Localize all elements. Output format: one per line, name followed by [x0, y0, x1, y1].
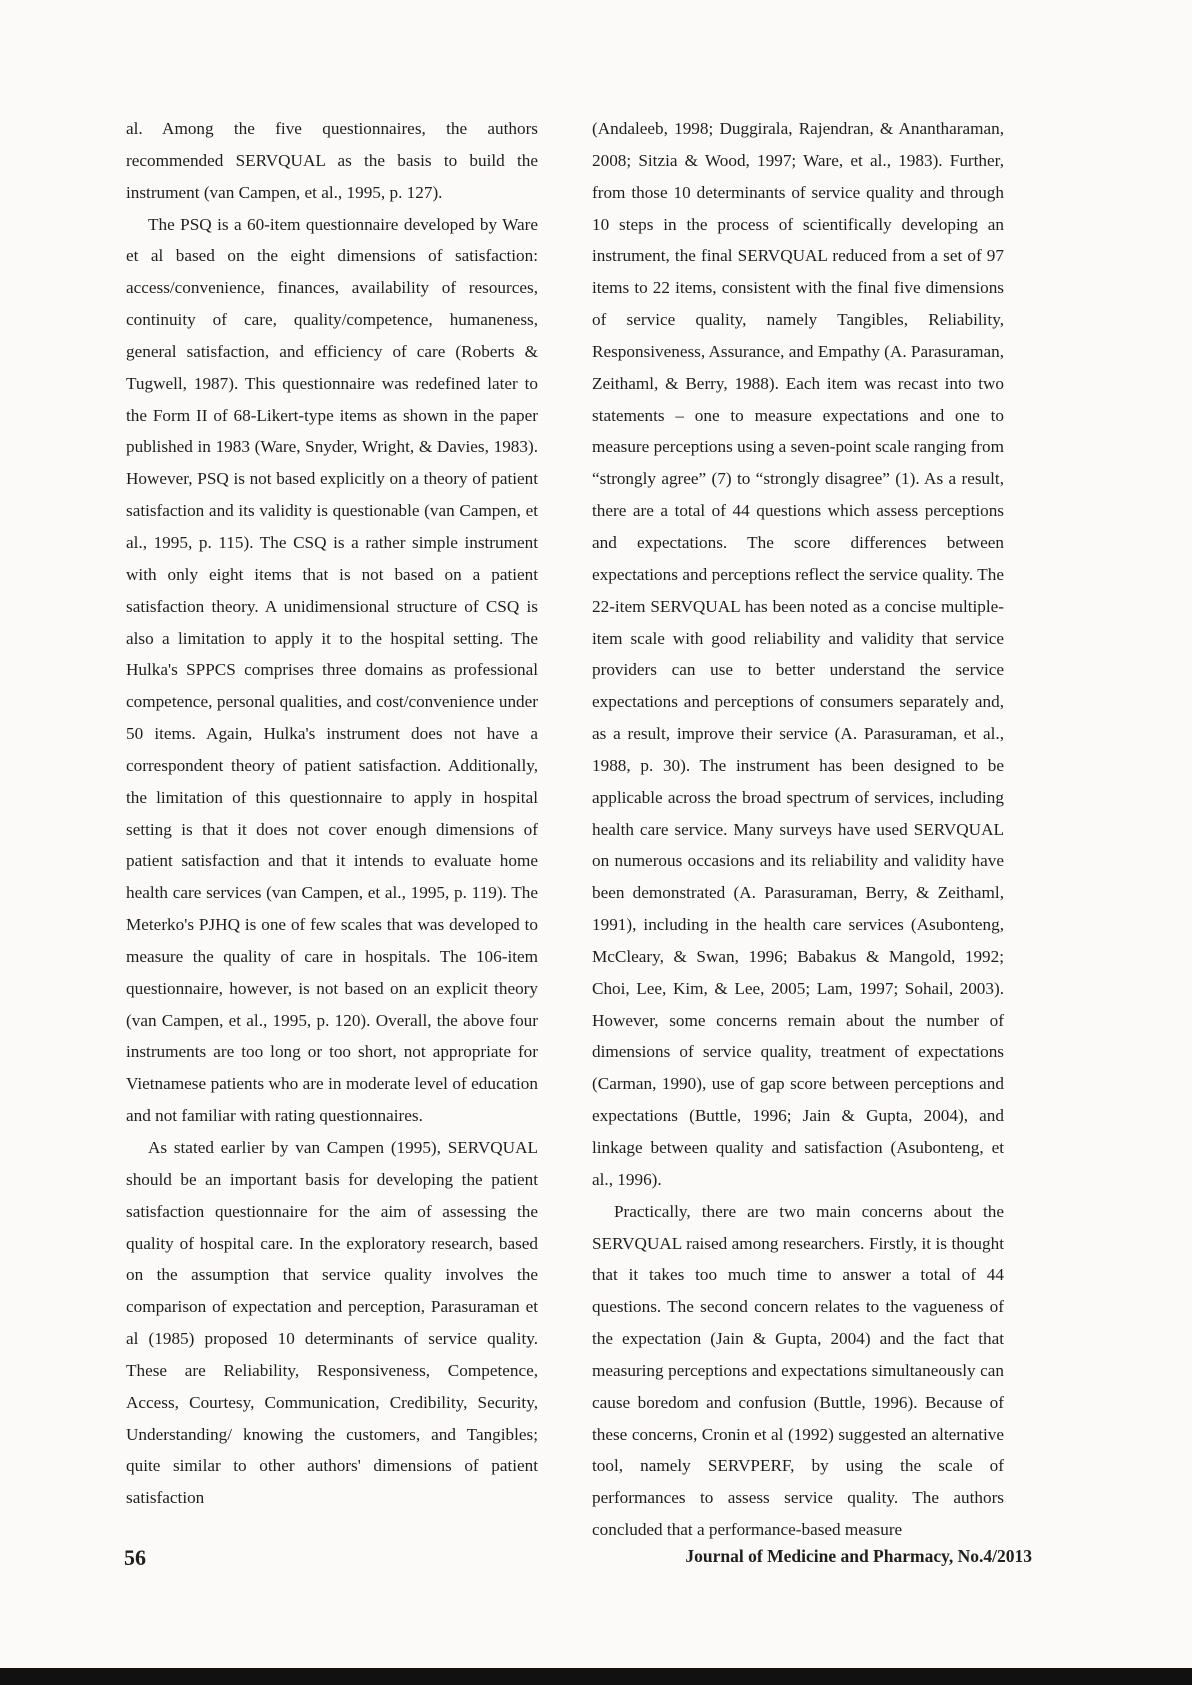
left-paragraph-2: The PSQ is a 60-item questionnaire developed by Ware et al based on the eight dimensions of satisfaction: access/convenience, finances, availability of resources, continuity of care, quality/competence, humaneness, general satisfaction, and efficiency of care (Roberts & Tugwell, 1987). This questionnaire was redefined later to the Form II of 68-Likert-type items as shown in the paper published in 1983 (Ware, Snyder, Wright, & Davies, 1983). However, PSQ is not based explicitly on a theory of patient satisfaction and its validity is questionable (van Campen, et al., 1995, p. 115). The CSQ is a rather simple instrument with only eight items that is not based on a patient satisfaction theory. A unidimensional structure of CSQ is also a limitation to apply it to the hospital setting. The Hulka's SPPCS comprises three domains as professional competence, personal qualities, and cost/convenience under 50 items. Again, Hulka's instrument does not have a correspondent theory of patient satisfaction. Additionally, the limitation of this questionnaire to apply in hospital setting is that it does not cover enough dimensions of patient satisfaction and that it intends to evaluate home health care services (van Campen, et al., 1995, p. 119). The Meterko's PJHQ is one of few scales that was developed to measure the quality of care in hospitals. The 106-item questionnaire, however, is not based on an explicit theory (van Campen, et al., 1995, p. 120). Overall, the above four instruments are too long or too short, not appropriate for Vietnamese patients who are in moderate level of education and not familiar with rating questionnaires.	[126, 214, 538, 1126]
page-number: 56	[124, 1545, 146, 1570]
left-paragraph-3: As stated earlier by van Campen (1995), SERVQUAL should be an important basis for developing the patient satisfaction questionnaire for the aim of assessing the quality of hospital care. In the exploratory research, based on the assumption that service quality involves the comparison of expectation and perception, Parasuraman et al (1985) proposed 10 determinants of service quality. These are Reliability, Responsiveness, Competence, Access, Courtesy, Communication, Credibility, Security, Understanding/ knowing the customers, and Tangibles; quite similar to other authors' dimensions of patient satisfaction	[126, 1138, 538, 1508]
right-paragraph-2: Practically, there are two main concerns about the SERVQUAL raised among researchers. Firstly, it is thought that it takes too much time to answer a total of 44 questions. The second concern relates to the vagueness of the expectation (Jain & Gupta, 2004) and the fact that measuring perceptions and expectations simultaneously can cause boredom and confusion (Buttle, 1996). Because of these concerns, Cronin et al (1992) suggested an alternative tool, namely SERVPERF, by using the scale of performances to assess service quality. The authors concluded that a performance-based measure	[592, 1201, 1004, 1540]
left-paragraph-1: al. Among the five questionnaires, the authors recommended SERVQUAL as the basis to build the instrument (van Campen, et al., 1995, p. 127).	[126, 119, 538, 202]
left-text-column	[126, 113, 538, 1514]
scan-edge-bar	[0, 1668, 1192, 1685]
right-paragraph-1: (Andaleeb, 1998; Duggirala, Rajendran, & Anantharaman, 2008; Sitzia & Wood, 1997; Ware, et al., 1983). Further, from those 10 determinants of service quality and through 10 steps in the process of scientifically developing an instrument, the final SERVQUAL reduced from a set of 97 items to 22 items, consistent with the final five dimensions of service quality, namely Tangibles, Reliability, Responsiveness, Assurance, and Empathy (A. Parasuraman, Zeithaml, & Berry, 1988). Each item was recast into two statements – one to measure expectations and one to measure perceptions using a seven-point scale ranging from “strongly agree” (7) to “strongly disagree” (1). As a result, there are a total of 44 questions which assess perceptions and expectations. The score differences between expectations and perceptions reflect the service quality. The 22-item SERVQUAL has been noted as a concise multiple-item scale with good reliability and validity that service providers can use to better understand the service expectations and perceptions of consumers separately and, as a result, improve their service (A. Parasuraman, et al., 1988, p. 30). The instrument has been designed to be applicable across the broad spectrum of services, including health care service. Many surveys have used SERVQUAL on numerous occasions and its reliability and validity have been demonstrated (A. Parasuraman, Berry, & Zeithaml, 1991), including in the health care services (Asubonteng, McCleary, & Swan, 1996; Babakus & Mangold, 1992; Choi, Lee, Kim, & Lee, 2005; Lam, 1997; Sohail, 2003). However, some concerns remain about the number of dimensions of service quality, treatment of expectations (Carman, 1990), use of gap score between perceptions and expectations (Buttle, 1996; Jain & Gupta, 2004), and linkage between quality and satisfaction (Asubonteng, et al., 1996).	[592, 119, 1004, 1189]
journal-footer: Journal of Medicine and Pharmacy, No.4/2013	[685, 1546, 1032, 1566]
right-text-column	[592, 113, 1004, 1546]
